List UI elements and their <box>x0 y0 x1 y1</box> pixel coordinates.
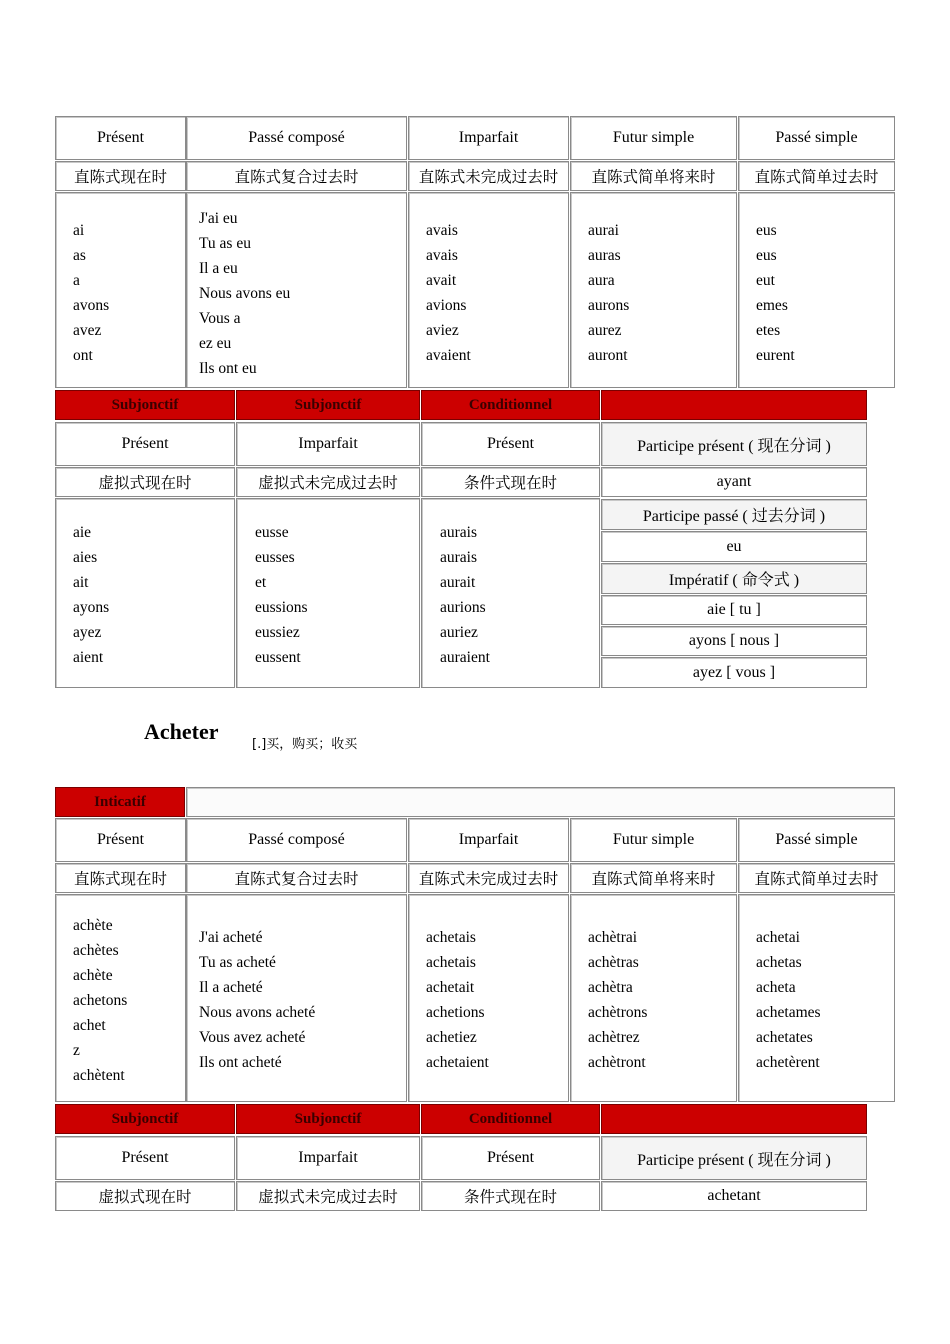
conjugation-form: achetates <box>756 1029 813 1046</box>
conjugation-form: achetait <box>426 979 475 996</box>
conjugation-list <box>199 206 290 381</box>
avoir-subj-present-cell <box>55 498 235 688</box>
header-zh-subj-imparfait: 虚拟式未完成过去时 <box>236 1181 420 1211</box>
conjugation-form: et <box>255 574 267 591</box>
conjugation-form: Il a acheté <box>199 979 263 996</box>
header-imparfait: Imparfait <box>408 116 569 160</box>
conjugation-form: aurions <box>440 599 486 616</box>
acheter-passe-compose-cell <box>186 894 407 1102</box>
acheter-futur-cell <box>570 894 737 1102</box>
conjugation-form: achètrons <box>588 1004 648 1021</box>
conjugation-form: achet <box>73 1017 106 1034</box>
verb-translation: [.]买，购买；收买 <box>252 737 358 752</box>
participe-present-value: achetant <box>601 1181 867 1211</box>
conjugation-form: eut <box>756 272 775 289</box>
conjugation-form: Tu as acheté <box>199 954 276 971</box>
imperatif-vous: ayez [ vous ] <box>601 657 867 688</box>
conjugation-list <box>255 520 308 670</box>
avoir-present-cell <box>55 192 186 388</box>
conjugation-form: avais <box>426 222 458 239</box>
conjugation-form: Vous a <box>199 310 241 327</box>
conjugation-form: eus <box>756 222 777 239</box>
conjugation-form: Nous avons eu <box>199 285 291 302</box>
mood-label-spacer <box>186 787 895 817</box>
conjugation-list <box>756 925 821 1075</box>
header-subj-present: Présent <box>55 422 235 466</box>
conjugation-form: J'ai acheté <box>199 929 263 946</box>
conjugation-form: avaient <box>426 347 471 364</box>
header-participe-present: Participe présent ( 现在分词 ) <box>601 1136 867 1180</box>
conjugation-form: aies <box>73 549 98 566</box>
conjugation-form: achète <box>73 967 113 984</box>
header-zh-imparfait: 直陈式未完成过去时 <box>408 161 569 191</box>
conjugation-list <box>588 925 647 1075</box>
conjugation-form: achetas <box>756 954 802 971</box>
conjugation-form: ont <box>73 347 93 364</box>
conjugation-form: etes <box>756 322 781 339</box>
conjugation-form: achètent <box>73 1067 125 1084</box>
header-zh-present: 直陈式现在时 <box>55 161 186 191</box>
conjugation-form: Il a eu <box>199 260 238 277</box>
conjugation-form: avions <box>426 297 467 314</box>
header-imparfait: Imparfait <box>408 818 569 862</box>
conjugation-form: achetons <box>73 992 128 1009</box>
conjugation-form: ai <box>73 222 85 239</box>
header-present: Présent <box>55 818 186 862</box>
conjugation-form: aie <box>73 524 92 541</box>
conjugation-form: Ils ont acheté <box>199 1054 282 1071</box>
mood-label-subjonctif: Subjonctif <box>236 1104 420 1134</box>
conjugation-form: aurais <box>440 524 478 541</box>
conjugation-form: eusses <box>255 549 295 566</box>
conjugation-form: achetais <box>426 954 476 971</box>
acheter-passe-simple-cell <box>738 894 895 1102</box>
conjugation-form: Tu as eu <box>199 235 251 252</box>
conjugation-list <box>426 218 471 368</box>
mood-label-subjonctif: Subjonctif <box>236 390 420 420</box>
conjugation-form: Ils ont eu <box>199 360 257 377</box>
conjugation-form: achetames <box>756 1004 821 1021</box>
header-zh-subj-present: 虚拟式现在时 <box>55 1181 235 1211</box>
header-zh-imparfait: 直陈式未完成过去时 <box>408 863 569 893</box>
conjugation-form: acheta <box>756 979 796 996</box>
header-zh-passe-compose: 直陈式复合过去时 <box>186 161 407 191</box>
header-zh-futur: 直陈式简单将来时 <box>570 863 737 893</box>
imperatif-tu: aie [ tu ] <box>601 595 867 625</box>
conjugation-form: achètrai <box>588 929 638 946</box>
mood-label-indicatif: Inticatif <box>55 787 185 817</box>
conjugation-form: auras <box>588 247 621 264</box>
avoir-imparfait-cell <box>408 192 569 388</box>
conjugation-form: aurez <box>588 322 622 339</box>
header-zh-subj-imparfait: 虚拟式未完成过去时 <box>236 467 420 497</box>
avoir-subj-imparfait-cell <box>236 498 420 688</box>
header-participe-present: Participe présent ( 现在分词 ) <box>601 422 867 466</box>
mood-label-subjonctif: Subjonctif <box>55 390 235 420</box>
conjugation-form: eussiez <box>255 624 300 641</box>
conjugation-form: avons <box>73 297 110 314</box>
conjugation-form: avait <box>426 272 457 289</box>
header-passe-simple: Passé simple <box>738 818 895 862</box>
conjugation-form: achète <box>73 917 113 934</box>
header-zh-cond-present: 条件式现在时 <box>421 1181 600 1211</box>
conjugation-form: aurais <box>440 549 478 566</box>
conjugation-form: ait <box>73 574 89 591</box>
avoir-passe-simple-cell <box>738 192 895 388</box>
header-zh-cond-present: 条件式现在时 <box>421 467 600 497</box>
conjugation-form: achetais <box>426 929 476 946</box>
header-futur-simple: Futur simple <box>570 116 737 160</box>
avoir-passe-compose-cell <box>186 192 407 388</box>
conjugation-list <box>756 218 795 368</box>
conjugation-form: eussions <box>255 599 308 616</box>
verb-title: Acheter <box>144 719 219 744</box>
acheter-present-cell <box>55 894 186 1102</box>
header-subj-imparfait: Imparfait <box>236 1136 420 1180</box>
participe-passe-value: eu <box>601 531 867 562</box>
conjugation-form: eusse <box>255 524 289 541</box>
conjugation-list <box>73 520 109 670</box>
header-passe-compose: Passé composé <box>186 116 407 160</box>
conjugation-list <box>440 520 490 670</box>
conjugation-form: auront <box>588 347 628 364</box>
header-zh-futur: 直陈式简单将来时 <box>570 161 737 191</box>
conjugation-form: ayons <box>73 599 110 616</box>
conjugation-form: aura <box>588 272 615 289</box>
conjugation-form: aurai <box>588 222 619 239</box>
header-subj-present: Présent <box>55 1136 235 1180</box>
conjugation-list <box>73 218 109 368</box>
conjugation-form: aviez <box>426 322 459 339</box>
participe-passe-label: Participe passé ( 过去分词 ) <box>601 499 867 530</box>
conjugation-form: achetions <box>426 1004 485 1021</box>
avoir-conditionnel-cell <box>421 498 600 688</box>
header-cond-present: Présent <box>421 422 600 466</box>
mood-label-participe <box>601 1104 867 1134</box>
header-zh-present: 直陈式现在时 <box>55 863 186 893</box>
header-zh-passe-simple: 直陈式简单过去时 <box>738 161 895 191</box>
mood-label-subjonctif: Subjonctif <box>55 1104 235 1134</box>
header-zh-subj-present: 虚拟式现在时 <box>55 467 235 497</box>
conjugation-form: achetiez <box>426 1029 477 1046</box>
conjugation-list <box>426 925 489 1075</box>
conjugation-form: achètras <box>588 954 639 971</box>
conjugation-form: aurait <box>440 574 476 591</box>
conjugation-form: achètra <box>588 979 633 996</box>
conjugation-form: J'ai eu <box>199 210 238 227</box>
conjugation-form: aurons <box>588 297 630 314</box>
conjugation-form: ayez <box>73 624 102 641</box>
header-passe-simple: Passé simple <box>738 116 895 160</box>
participe-present-value: ayant <box>601 467 867 497</box>
header-passe-compose: Passé composé <box>186 818 407 862</box>
acheter-imparfait-cell <box>408 894 569 1102</box>
conjugation-form: achètes <box>73 942 119 959</box>
conjugation-form: eussent <box>255 649 301 666</box>
conjugation-form: emes <box>756 297 788 314</box>
imperatif-label: Impératif ( 命令式 ) <box>601 563 867 594</box>
conjugation-form: auriez <box>440 624 478 641</box>
conjugation-form: Vous avez acheté <box>199 1029 306 1046</box>
mood-label-conditionnel: Conditionnel <box>421 390 600 420</box>
conjugation-form: avez <box>73 322 102 339</box>
conjugation-form: achetai <box>756 929 800 946</box>
conjugation-form: Nous avons acheté <box>199 1004 316 1021</box>
header-zh-passe-compose: 直陈式复合过去时 <box>186 863 407 893</box>
conjugation-form: as <box>73 247 86 264</box>
conjugation-form: avais <box>426 247 458 264</box>
conjugation-form: ez eu <box>199 335 232 352</box>
conjugation-form: z <box>73 1042 80 1059</box>
conjugation-form: achètront <box>588 1054 646 1071</box>
header-cond-present: Présent <box>421 1136 600 1180</box>
avoir-futur-cell <box>570 192 737 388</box>
mood-label-participe <box>601 390 867 420</box>
mood-label-conditionnel: Conditionnel <box>421 1104 600 1134</box>
conjugation-form: aient <box>73 649 104 666</box>
header-zh-passe-simple: 直陈式简单过去时 <box>738 863 895 893</box>
conjugation-form: achètrez <box>588 1029 640 1046</box>
conjugation-list <box>199 925 315 1075</box>
conjugation-form: eurent <box>756 347 795 364</box>
conjugation-form: achetèrent <box>756 1054 820 1071</box>
header-present: Présent <box>55 116 186 160</box>
conjugation-form: auraient <box>440 649 490 666</box>
imperatif-nous: ayons [ nous ] <box>601 626 867 656</box>
header-futur-simple: Futur simple <box>570 818 737 862</box>
header-subj-imparfait: Imparfait <box>236 422 420 466</box>
conjugation-form: eus <box>756 247 777 264</box>
conjugation-form: a <box>73 272 80 289</box>
conjugation-list <box>588 218 629 368</box>
conjugation-list <box>73 913 127 1088</box>
conjugation-form: achetaient <box>426 1054 489 1071</box>
